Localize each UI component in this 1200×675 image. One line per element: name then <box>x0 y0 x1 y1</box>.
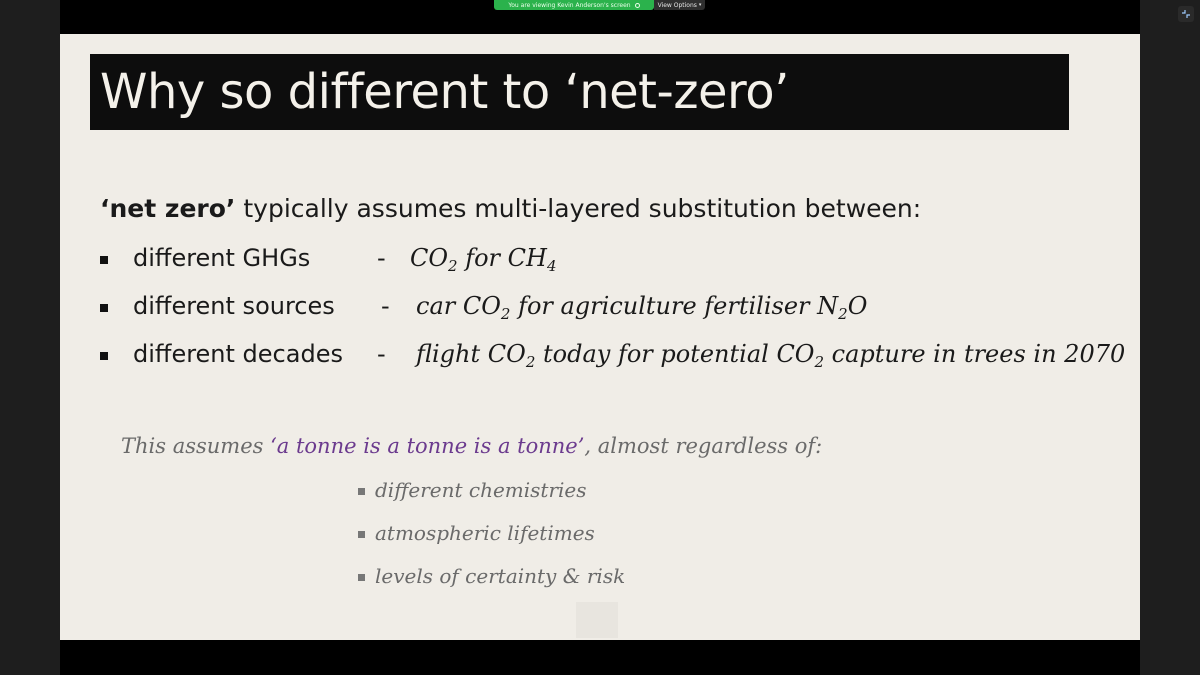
sub-bullet-icon <box>358 574 365 581</box>
bullet-square-icon <box>100 352 108 360</box>
bullet-dash: - <box>381 292 390 320</box>
exit-fullscreen-icon <box>1181 9 1191 19</box>
bullet-square-icon <box>100 304 108 312</box>
sub-bullet-icon <box>358 531 365 538</box>
title-banner <box>90 54 1069 130</box>
bullet-label: different sources <box>133 292 335 320</box>
bullet-dash: - <box>377 244 386 272</box>
assumption-pre: This assumes <box>121 434 271 458</box>
assumption-post: , almost regardless of: <box>584 434 823 458</box>
bullet-label: different GHGs <box>133 244 311 272</box>
lock-icon <box>635 3 640 8</box>
slide-title: Why so different to ‘net-zero’ <box>100 64 789 120</box>
bullet-example: flight $CO_2$ today for potential $CO_2$ capture in trees in 2070 <box>416 340 1126 371</box>
sub-point-label: levels of certainty & risk <box>375 564 626 588</box>
sub-point-label: different chemistries <box>375 478 587 502</box>
bullet-label: different decades <box>133 340 343 368</box>
bullet-example: $CO_2$ for $CH_4$ <box>410 244 557 275</box>
bullet-square-icon <box>100 256 108 264</box>
exit-fullscreen-button[interactable] <box>1178 6 1194 22</box>
assumption-quote: ‘a tonne is a tonne is a tonne’ <box>270 434 585 458</box>
presentation-slide <box>60 34 1140 640</box>
sub-bullet-icon <box>358 488 365 495</box>
left-gutter <box>0 0 60 675</box>
bullet-example: car $CO_2$ for agriculture fertiliser $N_2O$ <box>416 292 868 323</box>
bullet-dash: - <box>377 340 386 368</box>
intro-term: ‘net zero’ <box>100 194 236 223</box>
screen-share-banner[interactable] <box>494 0 654 10</box>
assumption-sentence <box>121 434 822 458</box>
sub-point-label: atmospheric lifetimes <box>375 521 595 545</box>
bottom-strip <box>60 640 1140 675</box>
share-banner-text: You are viewing Kevin Anderson's screen <box>508 1 631 9</box>
view-options-label: View Options <box>657 1 697 9</box>
chevron-down-icon: ▾ <box>698 2 702 8</box>
slide-artifact <box>576 602 618 638</box>
intro-rest: typically assumes multi-layered substitution between: <box>235 194 922 223</box>
intro-sentence <box>100 194 921 223</box>
view-options-button[interactable] <box>654 0 705 10</box>
right-gutter <box>1140 0 1200 675</box>
